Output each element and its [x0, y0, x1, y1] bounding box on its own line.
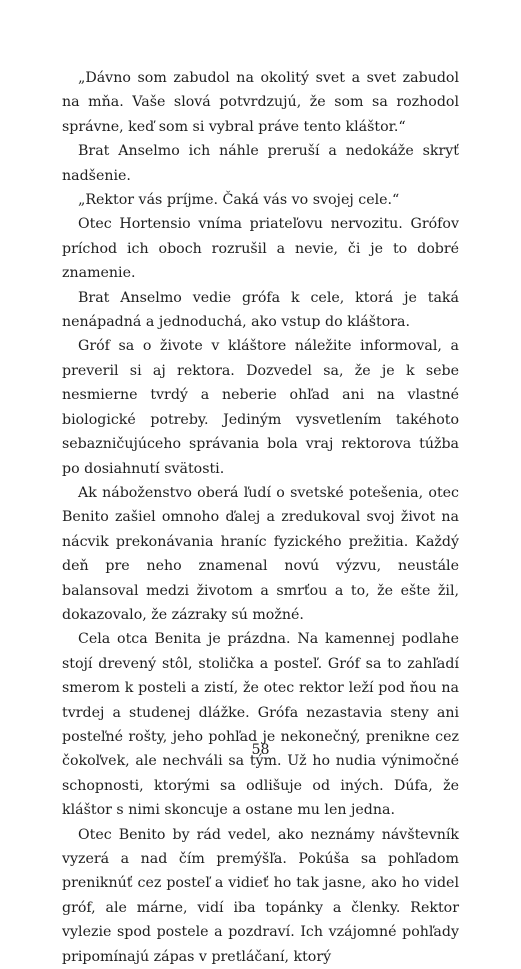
paragraph: „Dávno som zabudol na okolitý svet a svet zabudol na mňa. Vaše slová potvrdzujú, že som sa rozhodol správne, keď som si vybral práve tento kláštor.“ — [62, 70, 459, 135]
paragraph: Cela otca Benita je prázdna. Na kamennej podlahe stojí drevený stôl, stolička a posteľ. Gróf sa to zahľadí smerom k posteli a zistí, že otec rektor leží pod ňou na tvrdej a studenej dlážke. Grófa nezastavia steny ani posteľné rošty, jeho pohľad je nekonečný, prenikne cez čokoľvek, ale nechváli sa tým. Už ho nudia výnimočné schopnosti, ktorými sa odlišuje od iných. Dúfa, že kláštor s nimi skoncuje a ostane mu len jedna. — [62, 631, 459, 819]
paragraph: Brat Anselmo vedie grófa k cele, ktorá je taká nenápadná a jednoduchá, ako vstup do kláštora. — [62, 289, 459, 331]
paragraph: Brat Anselmo ich náhle preruší a nedokáže skryť nadšenie. — [62, 143, 459, 184]
paragraph: „Rektor vás príjme. Čaká vás vo svojej cele.“ — [78, 192, 400, 209]
paragraph: Gróf sa o živote v kláštore náležite informoval, a preveril si aj rektora. Dozvedel sa, že je k sebe nesmierne tvrdý a neberie ohľad ani na vlastné biologické potreby. Jediným vysvetlením takéhoto sebazničujúceho správania bola vraj rektorova túžba po dosiahnutí svätosti. — [62, 338, 459, 477]
page-number: 58 — [251, 742, 270, 758]
paragraph: Otec Hortensio vníma priateľovu nervozitu. Grófov príchod ich oboch rozrušil a nevie, či je to dobré znamenie. — [62, 216, 459, 282]
paragraph: Otec Benito by rád vedel, ako neznámy návštevník vyzerá a nad čím premýšľa. Pokúša sa pohľadom preniknúť cez posteľ a vidieť ho tak jasne, ako ho videl gróf, ale márne, vidí iba topánky a členky. Rektor vylezie spod postele a pozdraví. Ich vzájomné pohľady pripomínajú zápas v pretláčaní, ktorý — [62, 826, 459, 965]
page-text-block — [62, 66, 459, 969]
paragraph: Ak náboženstvo oberá ľudí o svetské potešenia, otec Benito zašiel omnoho ďalej a zredukoval svoj život na nácvik prekonávania hraníc fyzického prežitia. Každý deň pre neho znamenal novú výzvu, neustále balansoval medzi životom a smrťou a to, že ešte žil, dokazovalo, že zázraky sú možné. — [62, 484, 459, 623]
